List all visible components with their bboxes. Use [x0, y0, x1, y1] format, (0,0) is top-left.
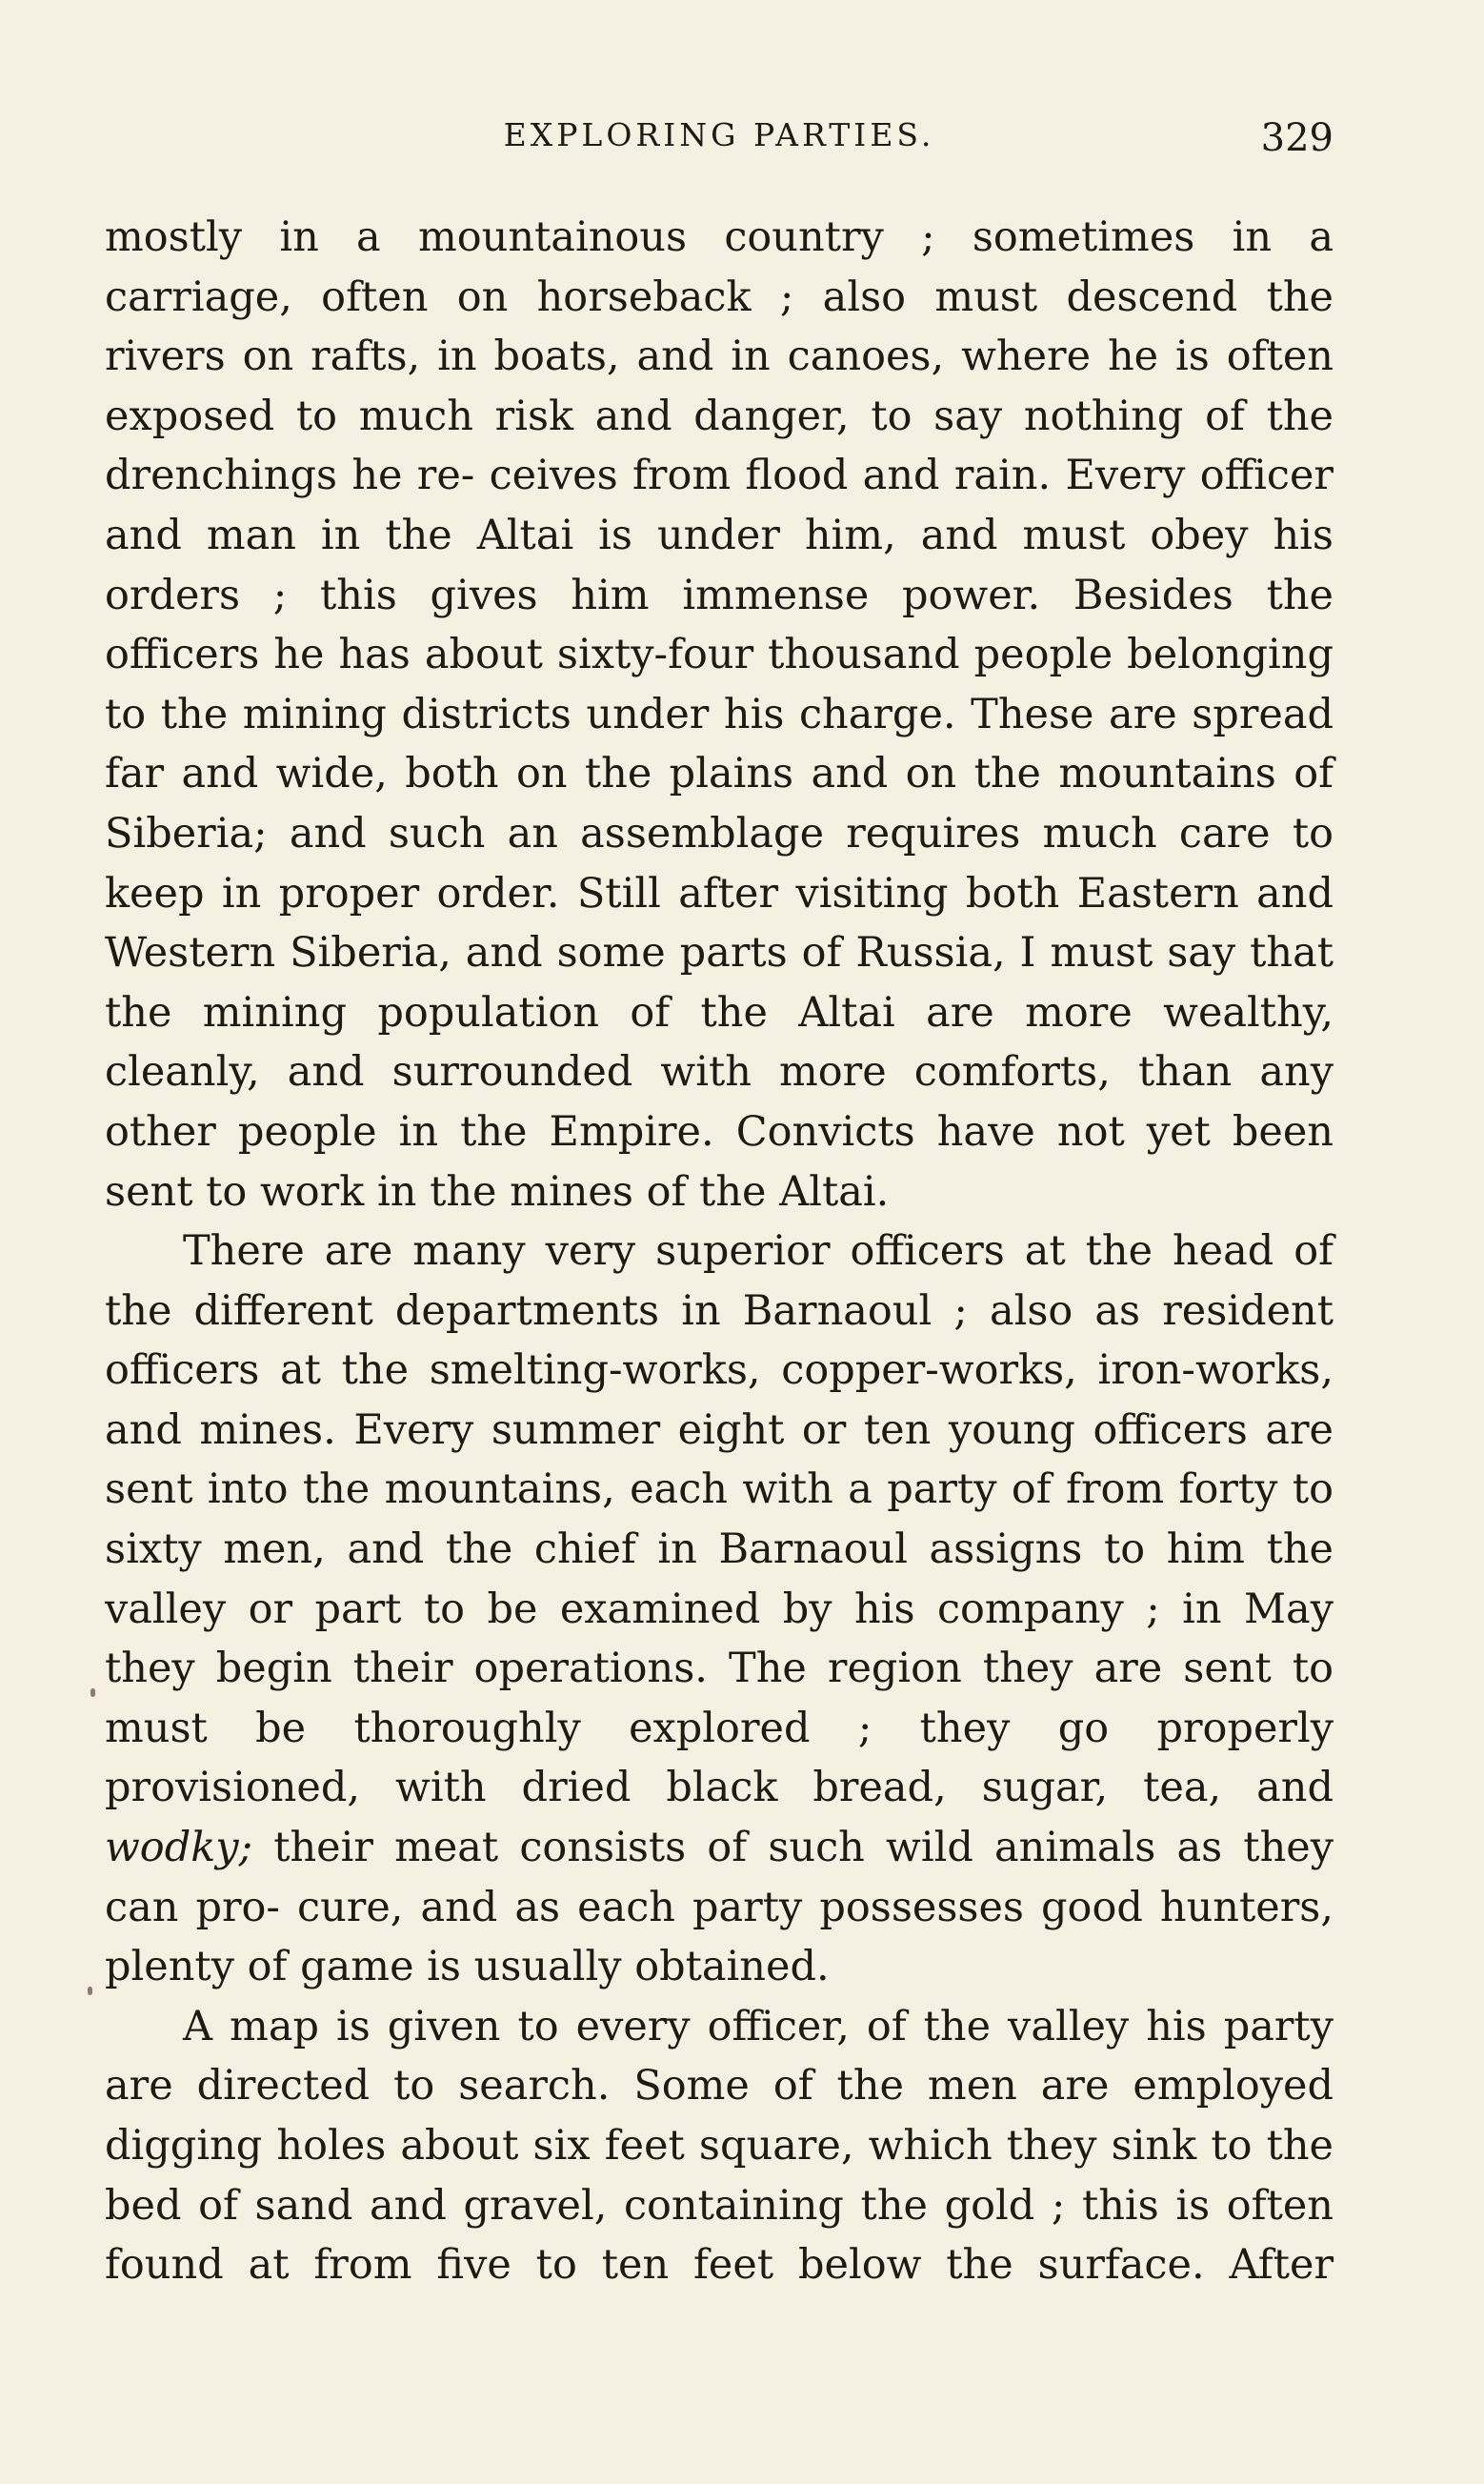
- body-text: [105, 208, 1334, 2295]
- paragraph-2: [105, 1222, 1334, 1997]
- page-number: 329: [1260, 116, 1334, 160]
- running-head: [105, 116, 1334, 164]
- paragraph-1: mostly in a mountainous country ; sometimes in a carriage, often on horseback ; also must descend the rivers on rafts, in boats, and in canoes, where he is often exposed to much risk and danger, to say nothing of the drenchings he re- ceives from flood and rain. Every officer and man in the Altai is under him, and must obey his orders ; this gives him immense power. Besides the officers he has about sixty-four thousand people belonging to the mining districts under his charge. These are spread far and wide, both on the plains and on the mountains of Siberia; and such an assemblage requires much care to keep in proper order. Still after visiting both Eastern and Western Siberia, and some parts of Russia, I must say that the mining population of the Altai are more wealthy, cleanly, and surrounded with more comforts, than any other people in the Empire. Convicts have not yet been sent to work in the mines of the Altai.: [105, 213, 1334, 1216]
- paragraph-3: A map is given to every officer, of the valley his party are directed to search. Some of the men are employed digging holes about six feet square, which they sink to the bed of sand and gravel, containing the gold ; this is often found at from five to ten feet below the surface. After: [105, 2002, 1334, 2290]
- paragraph-2-italic-word: wodky;: [105, 1824, 253, 1872]
- paragraph-2-text-before-italic: There are many very superior officers at the head of the different departments in Barnaoul ; also as resident officers at the smelting-works, copper-works, iron-works, and mines. Every summer eight or ten young officers are sent into the mountains, each with a party of from forty to sixty men, and the chief in Barnaoul assigns to him the valley or part to be examined by his company ; in May they begin their operations. The region they are sent to must be thoroughly explored ; they go properly provisioned, with dried black bread, sugar, tea, and: [105, 1227, 1334, 1812]
- paper-speck: [90, 1688, 95, 1697]
- paper-speck: [88, 1987, 92, 1995]
- paragraph-2-text-after-italic: their meat consists of such wild animals as they can pro- cure, and as each party possesses good hunters, plenty of game is usually obtained.: [105, 1824, 1334, 1991]
- running-head-title: EXPLORING PARTIES.: [503, 116, 935, 153]
